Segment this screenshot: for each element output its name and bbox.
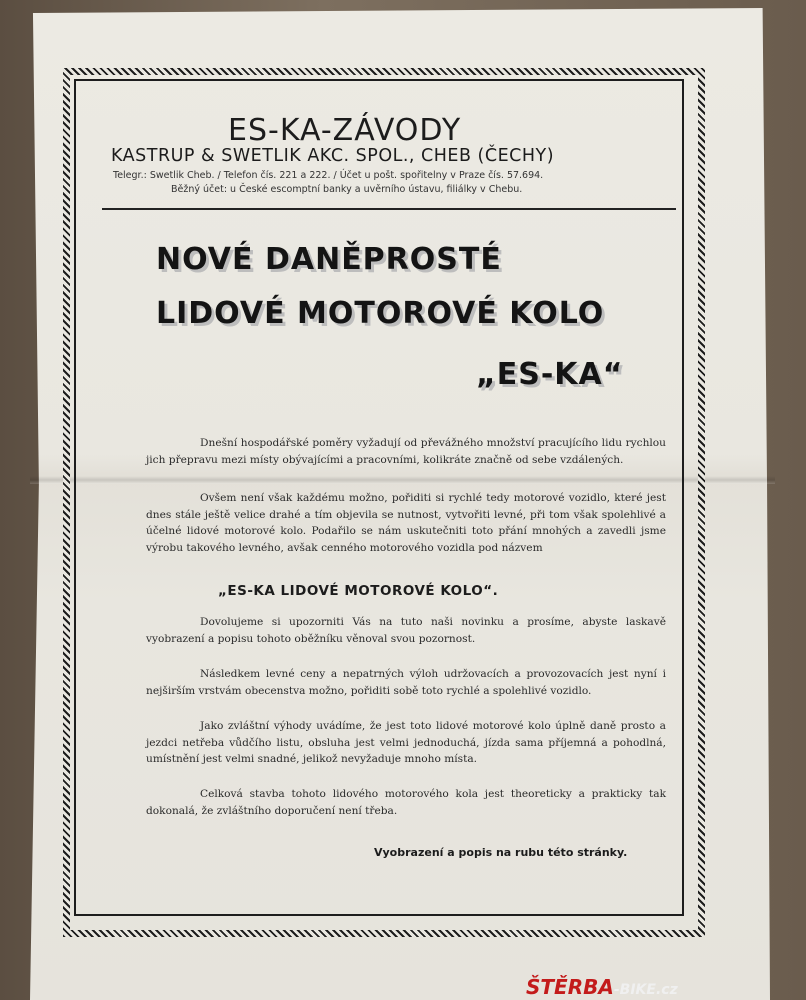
headline-line-1: NOVÉ DANĚPROSTÉ (156, 242, 502, 277)
contact-info: Telegr.: Swetlik Cheb. / Telefon čís. 221 a 222. / Účet u pošt. spořitelny v Praze čís. 57.694. (113, 170, 544, 181)
site-watermark (526, 975, 678, 999)
footer-note: Vyobrazení a popis na rubu této stránky. (374, 846, 628, 859)
product-name: „ES-KA LIDOVÉ MOTOROVÉ KOLO“. (218, 583, 499, 599)
watermark-brand: ŠTĚRBA (526, 975, 614, 999)
paragraph-3: Dovolujeme si upozorniti Vás na tuto naši novinku a prosíme, abyste laskavě vyobrazení a popisu tohoto oběžníku věnoval svou pozornost. (146, 616, 666, 645)
paragraph-4: Následkem levné ceny a nepatrných výloh udržovacích a provozovacích jest nyní i nejširším vrstvám obecenstva možno, pořiditi sobě toto rychlé a spolehlivé vozidlo. (146, 668, 666, 697)
company-name: ES-KA-ZÁVODY (228, 113, 462, 148)
company-subtitle: KASTRUP & SWETLIK AKC. SPOL., CHEB (ČECHY) (111, 146, 555, 166)
headline-line-2: LIDOVÉ MOTOROVÉ KOLO (156, 296, 605, 331)
paragraph-1: Dnešní hospodářské poměry vyžadují od převážného množství pracujícího lidu rychlou jich přepravu mezi místy obývajícími a pracovními, kolikráte značně od sebe vzdálených. (146, 437, 666, 466)
paragraph-2: Ovšem není však každému možno, pořiditi si rychlé tedy motorové vozidlo, které jest dnes stále ještě velice drahé a tím objevila se nutnost, vytvořiti levné, při tom však spolehlivé a účelné lidové motorové kolo. Podařilo se nám uskutečniti toto přání mnohých a zavedli jsme výrobu takového levného, avšak cenného motorového vozidla pod názvem (146, 492, 666, 554)
watermark-suffix: -BIKE.cz (613, 982, 678, 998)
paragraph-5: Jako zvláštní výhody uvádíme, že jest toto lidové motorové kolo úplně daně prosto a jezdci netřeba vůdčího listu, obsluha jest velmi jednoduchá, jízda sama příjemná a pohodlná, umístnění jest velmi snadné, jelikož nevyžaduje mnoho místa. (146, 720, 666, 765)
headline-product: „ES-KA“ (476, 357, 624, 392)
paragraph-6: Celková stavba tohoto lidového motorového kola jest theoreticky a prakticky tak dokonalá, že zvláštního doporučení není třeba. (146, 788, 666, 817)
bank-info: Běžný účet: u České escomptní banky a uvěrního ústavu, filiálky v Chebu. (171, 184, 523, 195)
